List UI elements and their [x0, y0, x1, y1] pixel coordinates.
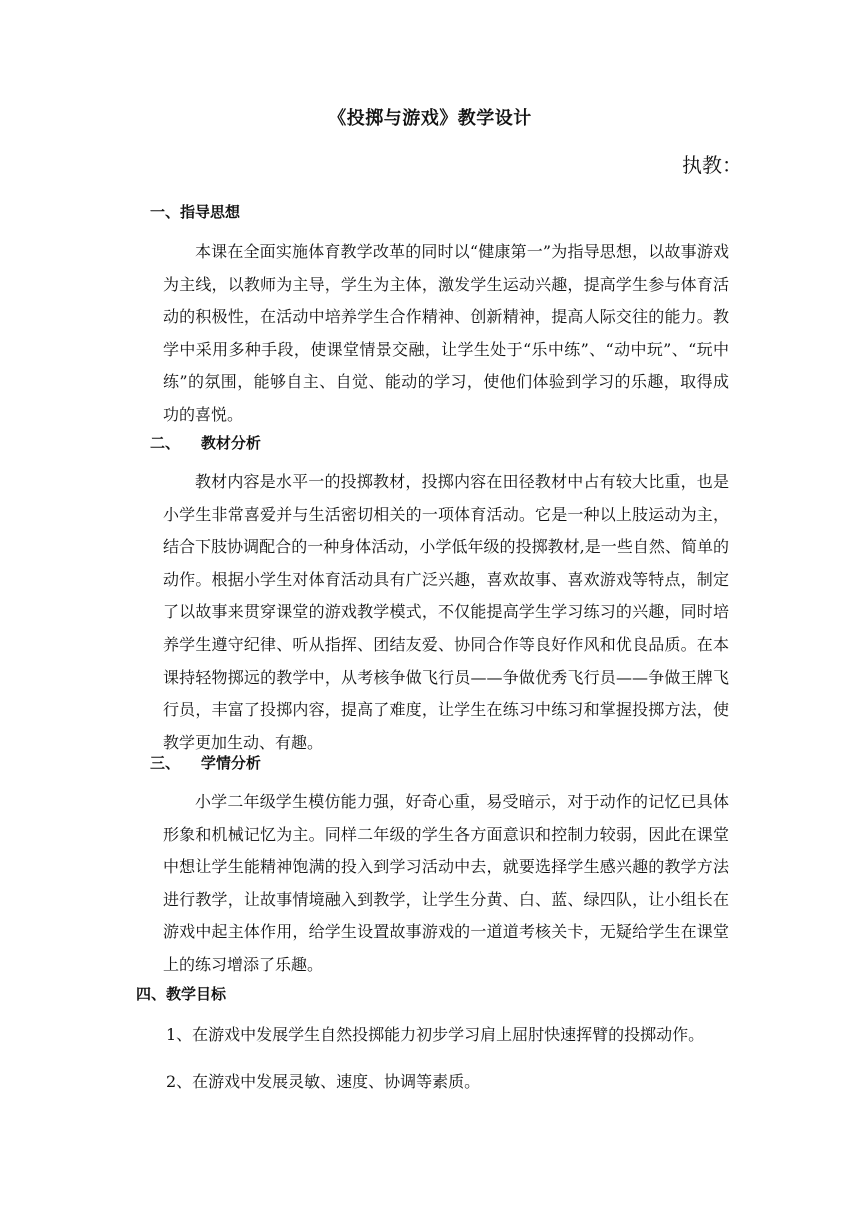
section-heading-learner-analysis: 三、 学情分析 — [150, 754, 261, 772]
section-heading-guiding-ideology: 一、指导思想 — [150, 203, 241, 221]
document-title: 《投掷与游戏》教学设计 — [328, 108, 532, 129]
section-heading-teaching-goals: 四、教学目标 — [136, 985, 227, 1003]
teaching-goal-item: 2、在游戏中发展灵敏、速度、协调等素质。 — [166, 1072, 481, 1091]
section-body-guiding-ideology: 本课在全面实施体育教学改革的同时以“健康第一”为指导思想，以故事游戏为主线，以教师为主导，学生为主体，激发学生运动兴趣，提高学生参与体育活动的积极性，在活动中培养学生合作精神、创新精神，提高人际交往的能力。教学中采用多种手段，使课堂情景交融，让学生处于“乐中练”、“动中玩”、“玩中练”的氛围，能够自主、自觉、能动的学习，使他们体验到学习的乐趣，取得成功的喜悦。 — [163, 242, 729, 424]
teaching-goal-item: 1、在游戏中发展学生自然投掷能力初步学习肩上屈肘快速挥臂的投掷动作。 — [166, 1025, 705, 1044]
section-body-learner-analysis: 小学二年级学生模仿能力强，好奇心重，易受暗示，对于动作的记忆已具体形象和机械记忆为主。同样二年级的学生各方面意识和控制力较弱，因此在课堂中想让学生能精神饱满的投入到学习活动中去，就要选择学生感兴趣的教学方法进行教学，让故事情境融入到教学，让学生分黄、白、蓝、绿四队，让小组长在游戏中起主体作用，给学生设置故事游戏的一道道考核关卡，无疑给学生在课堂上的练习增添了乐趣。 — [163, 792, 729, 974]
author-label: 执教： — [682, 153, 742, 177]
section-body-material-analysis: 教材内容是水平一的投掷教材，投掷内容在田径教材中占有较大比重，也是小学生非常喜爱并与生活密切相关的一项体育活动。它是一种以上肢运动为主，结合下肢协调配合的一种身体活动，小学低年级的投掷教材,是一些自然、简单的动作。根据小学生对体育活动具有广泛兴趣，喜欢故事、喜欢游戏等特点，制定了以故事来贯穿课堂的游戏教学模式，不仅能提高学生学习练习的兴趣，同时培养学生遵守纪律、听从指挥、团结友爱、协同合作等良好作风和优良品质。在本课持轻物掷远的教学中，从考核争做飞行员——争做优秀飞行员——争做王牌飞行员，丰富了投掷内容，提高了难度，让学生在练习中练习和掌握投掷方法，使教学更加生动、有趣。 — [163, 472, 729, 752]
section-heading-material-analysis: 二、 教材分析 — [150, 434, 261, 452]
